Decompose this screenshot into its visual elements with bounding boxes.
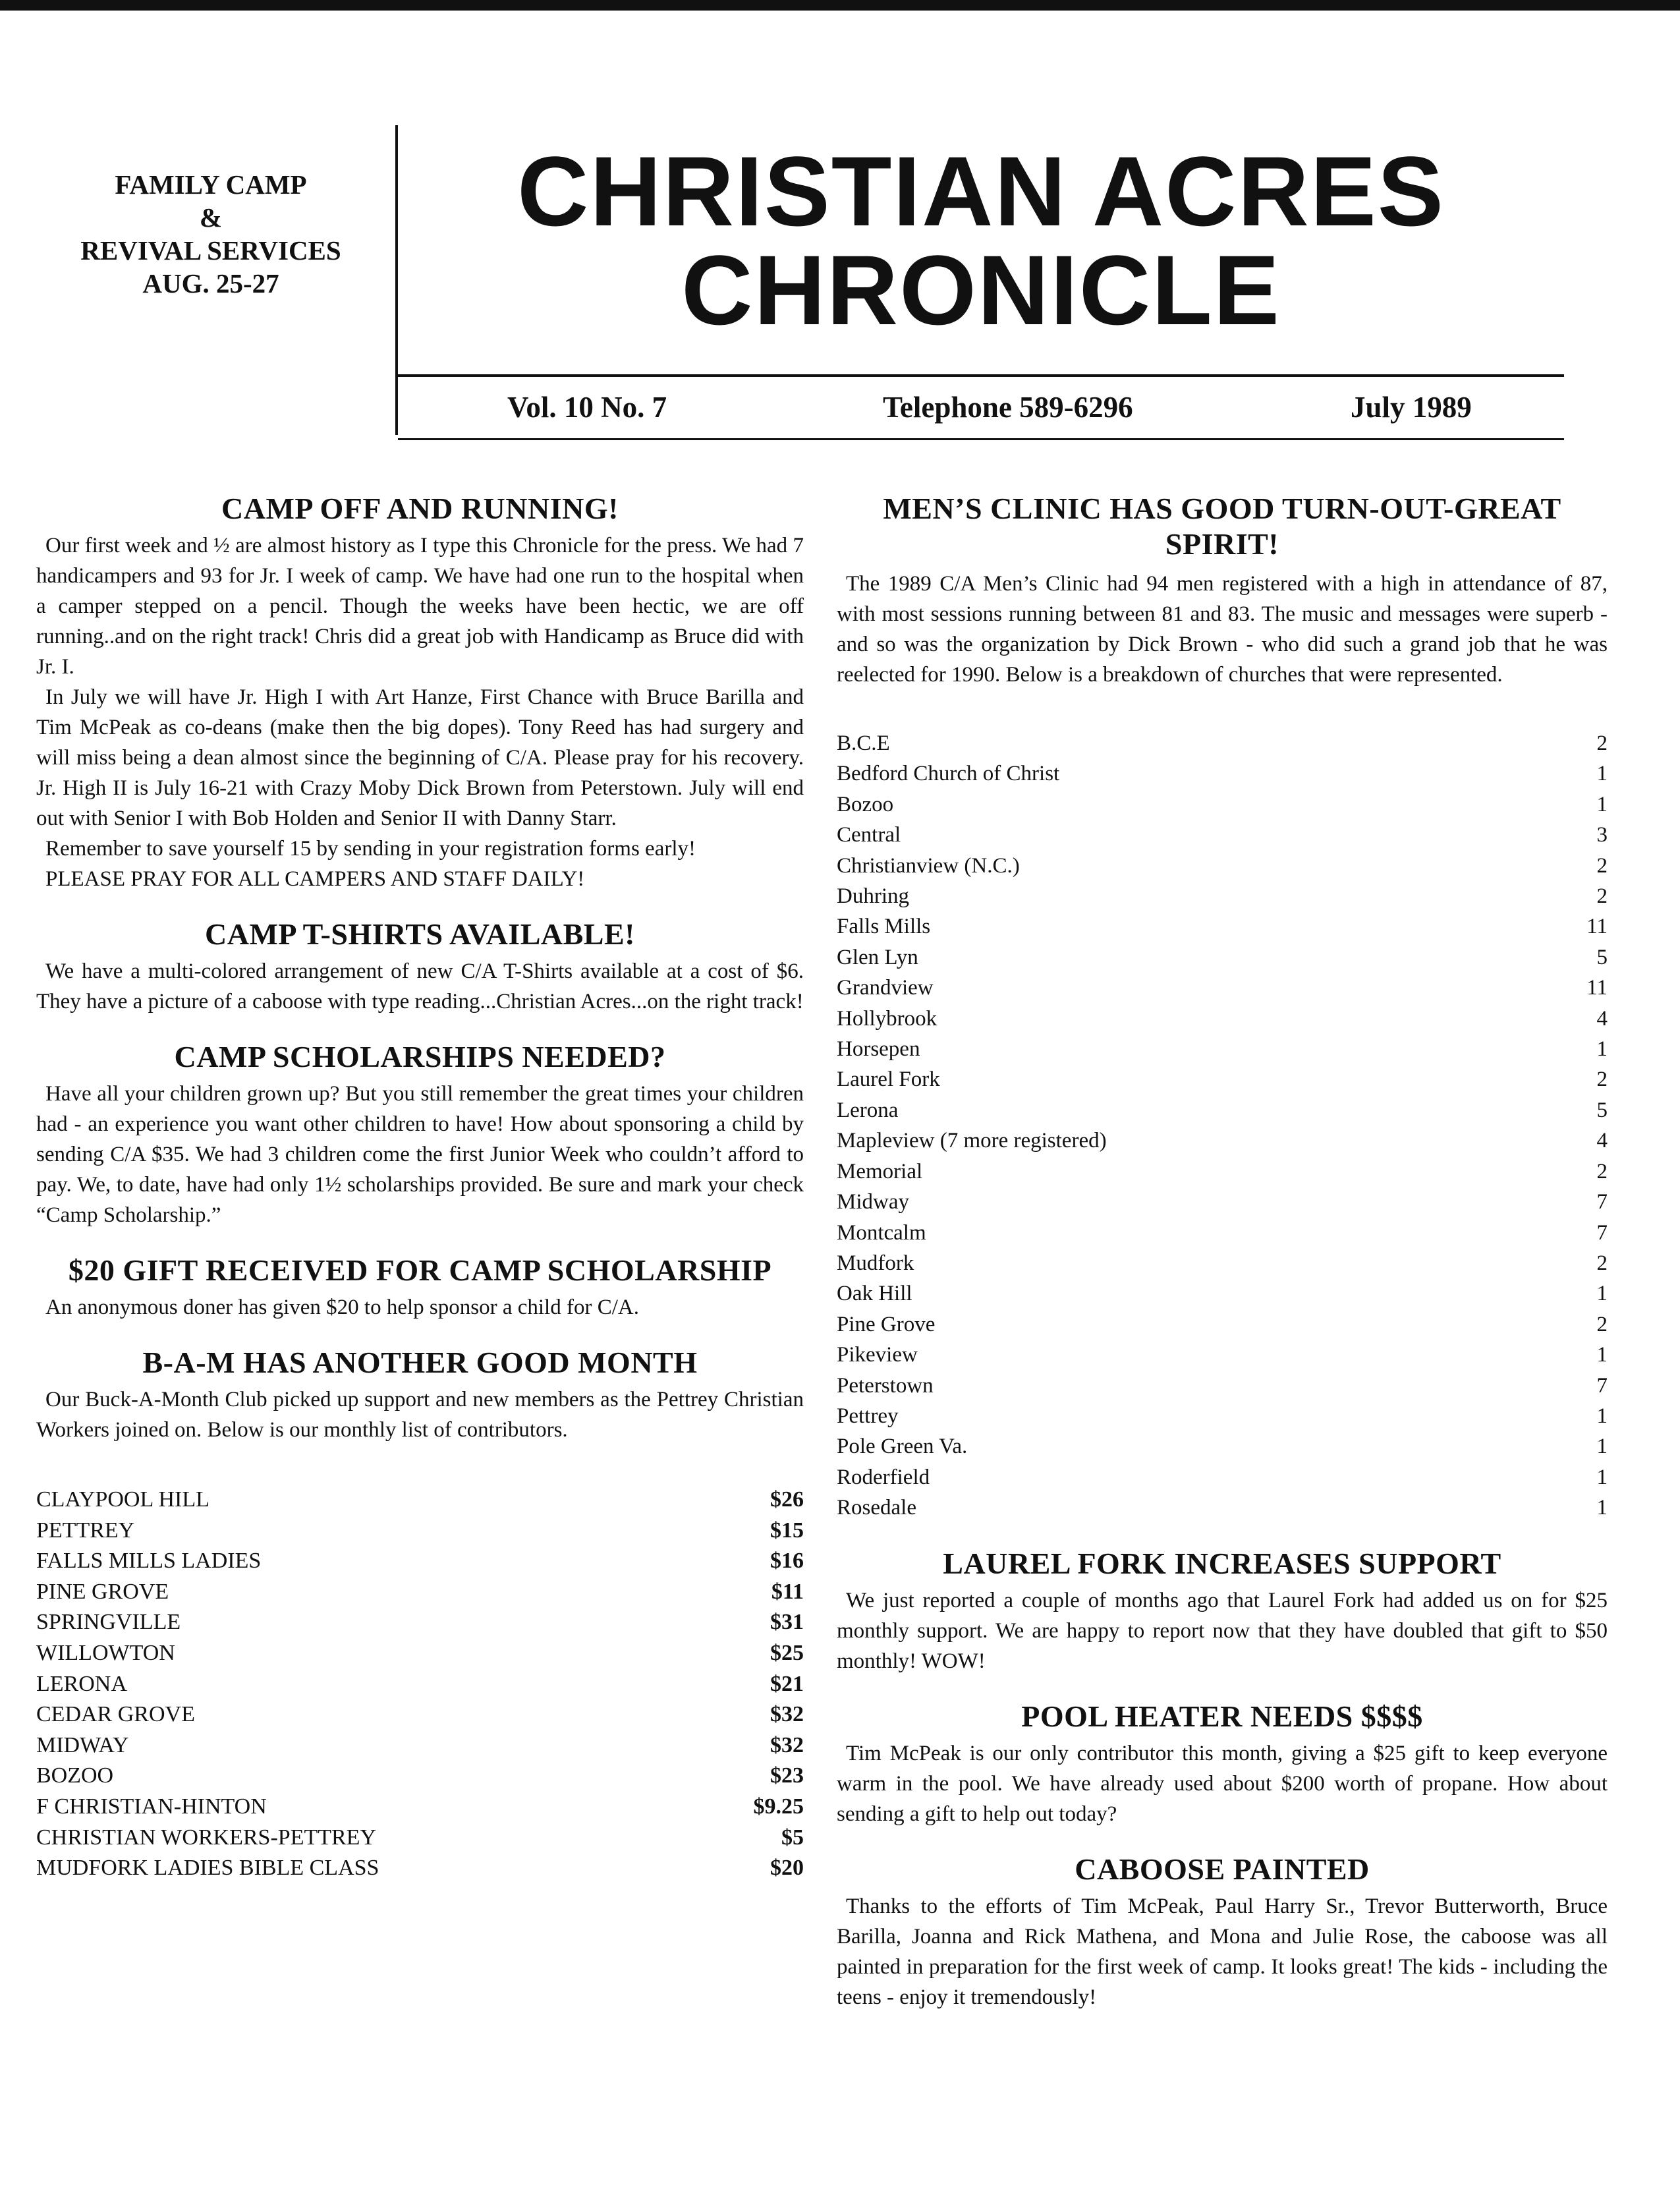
article-paragraph: Our first week and ½ are almost history as I type this Chronicle for the press. We had 7 handicampers and 93 for Jr. I week of camp. We have had one run to the hospital when a camper stepped on a pencil. Though the weeks have been hectic, we are off running..and on the right track! Chris did a great job with Handicamp as Bruce did with Jr. I. xyxy=(36,534,804,679)
contributor-name: PINE GROVE xyxy=(36,1579,169,1604)
list-item xyxy=(837,1371,1608,1401)
contributor-amount: $32 xyxy=(770,1732,804,1757)
church-count: 2 xyxy=(1596,884,1608,909)
church-count: 7 xyxy=(1596,1373,1608,1398)
church-count: 1 xyxy=(1596,792,1608,816)
church-name: Mapleview (7 more registered) xyxy=(837,1129,1107,1153)
event-notice xyxy=(26,168,395,300)
church-count: 1 xyxy=(1596,1282,1608,1306)
church-name: Rosedale xyxy=(837,1496,916,1520)
article-paragraph: PLEASE PRAY FOR ALL CAMPERS AND STAFF DAILY! xyxy=(45,867,585,891)
church-count: 4 xyxy=(1596,1006,1608,1031)
list-item xyxy=(36,1485,804,1516)
church-name: Pole Green Va. xyxy=(837,1435,968,1459)
list-item xyxy=(837,1278,1608,1309)
church-name: Glen Lyn xyxy=(837,945,918,969)
church-count: 11 xyxy=(1586,976,1608,1000)
contributor-name: MUDFORK LADIES BIBLE CLASS xyxy=(36,1856,379,1881)
list-item xyxy=(837,789,1608,820)
article-paragraph: We just reported a couple of months ago that Laurel Fork had added us on for $25 monthly support. We are happy to report now that they have doubled that gift to $50 monthly! WOW! xyxy=(837,1588,1608,1673)
church-name: Horsepen xyxy=(837,1037,920,1062)
contributor-name: FALLS MILLS LADIES xyxy=(36,1549,262,1574)
church-name: Memorial xyxy=(837,1159,923,1183)
list-item xyxy=(837,942,1608,973)
church-name: Hollybrook xyxy=(837,1006,938,1031)
church-name: Grandview xyxy=(837,976,934,1000)
headline-camp-off: CAMP OFF AND RUNNING! xyxy=(221,492,619,525)
headline-scholarships: CAMP SCHOLARSHIPS NEEDED? xyxy=(174,1040,666,1073)
list-item xyxy=(837,1309,1608,1340)
list-item xyxy=(36,1730,804,1761)
church-count: 11 xyxy=(1586,915,1608,939)
masthead-line: CHRISTIAN ACRES xyxy=(517,136,1445,246)
list-item xyxy=(837,1401,1608,1431)
list-item xyxy=(837,1493,1608,1523)
contributor-amount: $26 xyxy=(770,1487,804,1512)
telephone: Telephone 589-6296 xyxy=(883,391,1133,424)
issue-date: July 1989 xyxy=(1351,391,1472,424)
article-paragraph: In July we will have Jr. High I with Art Hanze, First Chance with Bruce Barilla and Tim McPeak as co-deans (make then the big dopes). Tony Reed has had surgery and will miss being a dean almost since the beginning of C/A. Please pray for his recovery. Jr. High II is July 16-21 with Crazy Moby Dick Brown from Peterstown. July will end out with Senior I with Bob Holden and Senior II with Danny Starr. xyxy=(36,685,804,830)
article-paragraph: We have a multi-colored arrangement of new C/A T-Shirts available at a cost of $6. They have a picture of a caboose with type reading...Christian Acres...on the right track! xyxy=(36,959,804,1013)
contributor-amount: $5 xyxy=(781,1825,804,1850)
church-name: Lerona xyxy=(837,1098,899,1122)
church-name: Montcalm xyxy=(837,1220,926,1245)
notice-line: & xyxy=(199,202,223,233)
article-paragraph: Our Buck-A-Month Club picked up support and new members as the Pettrey Christian Workers joined on. Below is our monthly list of contributors. xyxy=(36,1388,804,1442)
list-item xyxy=(36,1699,804,1730)
headline-laurel-fork: LAUREL FORK INCREASES SUPPORT xyxy=(943,1546,1501,1580)
church-name: Bozoo xyxy=(837,792,894,816)
contributor-amount: $21 xyxy=(770,1671,804,1696)
church-name: Roderfield xyxy=(837,1465,930,1489)
contributor-name: SPRINGVILLE xyxy=(36,1610,181,1635)
list-item xyxy=(837,911,1608,942)
article-paragraph: Thanks to the efforts of Tim McPeak, Paul Harry Sr., Trevor Butterworth, Bruce Barilla, Joanna and Rick Mathena, and Mona and Julie Rose, the caboose was all painted in preparation for the first week of camp. It looks great! The kids - including the teens - enjoy it tremendously! xyxy=(837,1894,1608,2009)
contributor-amount: $11 xyxy=(771,1579,804,1604)
church-name: Bedford Church of Christ xyxy=(837,762,1060,786)
church-list xyxy=(837,728,1608,1523)
church-name: Oak Hill xyxy=(837,1282,912,1306)
church-name: Peterstown xyxy=(837,1373,934,1398)
notice-line: AUG. 25-27 xyxy=(142,268,279,299)
article-paragraph: Tim McPeak is our only contributor this month, giving a $25 gift to keep everyone warm in the pool. We have already used about $200 worth of propane. How about sending a gift to help out today? xyxy=(837,1741,1608,1826)
contributor-name: CEDAR GROVE xyxy=(36,1702,195,1727)
church-count: 3 xyxy=(1596,823,1608,847)
church-count: 1 xyxy=(1596,1435,1608,1459)
list-item xyxy=(837,1187,1608,1217)
church-count: 2 xyxy=(1596,731,1608,755)
list-item xyxy=(837,851,1608,881)
list-item xyxy=(837,1034,1608,1064)
list-item xyxy=(837,1431,1608,1462)
top-border xyxy=(0,0,1680,11)
contributor-amount: $9.25 xyxy=(753,1794,804,1819)
list-item xyxy=(837,1004,1608,1034)
contributor-amount: $25 xyxy=(770,1640,804,1665)
church-count: 2 xyxy=(1596,1067,1608,1092)
list-item xyxy=(36,1823,804,1854)
headline-bam: B-A-M HAS ANOTHER GOOD MONTH xyxy=(142,1346,698,1379)
headline-tshirts: CAMP T-SHIRTS AVAILABLE! xyxy=(205,917,635,951)
list-item xyxy=(837,728,1608,758)
contributor-name: CLAYPOOL HILL xyxy=(36,1487,210,1512)
list-item xyxy=(36,1853,804,1884)
church-count: 1 xyxy=(1596,1343,1608,1367)
church-name: Midway xyxy=(837,1190,909,1214)
list-item xyxy=(837,1125,1608,1156)
church-name: Falls Mills xyxy=(837,915,931,939)
list-item xyxy=(36,1546,804,1577)
article-paragraph: Remember to save yourself 15 by sending in your registration forms early! xyxy=(45,837,696,861)
left-column xyxy=(36,491,804,1884)
church-count: 5 xyxy=(1596,945,1608,969)
list-item xyxy=(837,1462,1608,1493)
church-name: Central xyxy=(837,823,901,847)
church-name: Pettrey xyxy=(837,1404,899,1428)
church-name: Duhring xyxy=(837,884,909,909)
list-item xyxy=(837,1064,1608,1095)
list-item xyxy=(837,820,1608,850)
list-item xyxy=(837,1095,1608,1125)
article-paragraph: Have all your children grown up? But you still remember the great times your children had - an experience you want other children to have! How about sponsoring a child by sending C/A $35. We had 3 children come the first Junior Week who couldn’t afford to pay. We, to date, have had only 1½ scholarships provided. Be sure and mark your check “Camp Scholarship.” xyxy=(36,1082,804,1227)
list-item xyxy=(36,1792,804,1823)
contributor-name: F CHRISTIAN-HINTON xyxy=(36,1794,267,1819)
list-item xyxy=(36,1761,804,1792)
article-paragraph: An anonymous doner has given $20 to help sponsor a child for C/A. xyxy=(45,1295,639,1319)
church-name: Christianview (N.C.) xyxy=(837,853,1020,878)
notice-line: FAMILY CAMP xyxy=(115,169,307,200)
church-count: 2 xyxy=(1596,1251,1608,1275)
contributor-name: CHRISTIAN WORKERS-PETTREY xyxy=(36,1825,376,1850)
church-count: 1 xyxy=(1596,1496,1608,1520)
contributor-name: BOZOO xyxy=(36,1763,114,1788)
contributor-amount: $31 xyxy=(770,1610,804,1635)
church-name: Laurel Fork xyxy=(837,1067,940,1092)
list-item xyxy=(837,758,1608,789)
contributor-amount: $23 xyxy=(770,1763,804,1788)
contributor-amount: $16 xyxy=(770,1549,804,1574)
church-name: Mudfork xyxy=(837,1251,914,1275)
church-count: 7 xyxy=(1596,1190,1608,1214)
church-count: 1 xyxy=(1596,762,1608,786)
contributor-name: MIDWAY xyxy=(36,1732,129,1757)
contributor-amount: $32 xyxy=(770,1702,804,1727)
church-count: 1 xyxy=(1596,1404,1608,1428)
contributor-amount: $20 xyxy=(770,1856,804,1881)
church-count: 2 xyxy=(1596,853,1608,878)
contributor-list xyxy=(36,1485,804,1884)
church-count: 7 xyxy=(1596,1220,1608,1245)
church-name: B.C.E xyxy=(837,731,890,755)
headline-mens-clinic: MEN’S CLINIC HAS GOOD TURN-OUT-GREAT SPIRIT! xyxy=(883,492,1561,561)
list-item xyxy=(837,1248,1608,1278)
contributor-name: PETTREY xyxy=(36,1518,135,1543)
article-paragraph: The 1989 C/A Men’s Clinic had 94 men registered with a high in attendance of 87, with most sessions running between 81 and 83. The music and messages were superb - and so was the organization by Dick Brown - who did such a grand job that he was reelected for 1990. Below is a breakdown of churches that were represented. xyxy=(837,572,1608,687)
list-item xyxy=(837,1340,1608,1370)
church-count: 1 xyxy=(1596,1465,1608,1489)
volume-number: Vol. 10 No. 7 xyxy=(507,391,667,424)
church-name: Pine Grove xyxy=(837,1312,936,1336)
list-item xyxy=(837,1218,1608,1248)
church-name: Pikeview xyxy=(837,1343,918,1367)
church-count: 2 xyxy=(1596,1312,1608,1336)
church-count: 1 xyxy=(1596,1037,1608,1062)
contributor-amount: $15 xyxy=(770,1518,804,1543)
list-item xyxy=(36,1638,804,1669)
headline-pool-heater: POOL HEATER NEEDS $$$$ xyxy=(1021,1699,1423,1733)
infobar-rule xyxy=(398,438,1564,440)
masthead xyxy=(398,136,1564,345)
masthead-rule xyxy=(398,374,1564,377)
list-item xyxy=(837,1156,1608,1187)
notice-line: REVIVAL SERVICES xyxy=(80,235,341,266)
list-item xyxy=(36,1607,804,1638)
church-count: 2 xyxy=(1596,1159,1608,1183)
masthead-line: CHRONICLE xyxy=(681,235,1281,345)
contributor-name: WILLOWTON xyxy=(36,1640,175,1665)
list-item xyxy=(837,881,1608,911)
list-item xyxy=(36,1669,804,1700)
list-item xyxy=(36,1516,804,1547)
list-item xyxy=(36,1577,804,1608)
church-count: 4 xyxy=(1596,1129,1608,1153)
list-item xyxy=(837,973,1608,1003)
headline-gift: $20 GIFT RECEIVED FOR CAMP SCHOLARSHIP xyxy=(68,1253,772,1287)
contributor-name: LERONA xyxy=(36,1671,127,1696)
church-count: 5 xyxy=(1596,1098,1608,1122)
headline-caboose: CABOOSE PAINTED xyxy=(1075,1852,1370,1886)
right-column xyxy=(837,491,1608,2012)
